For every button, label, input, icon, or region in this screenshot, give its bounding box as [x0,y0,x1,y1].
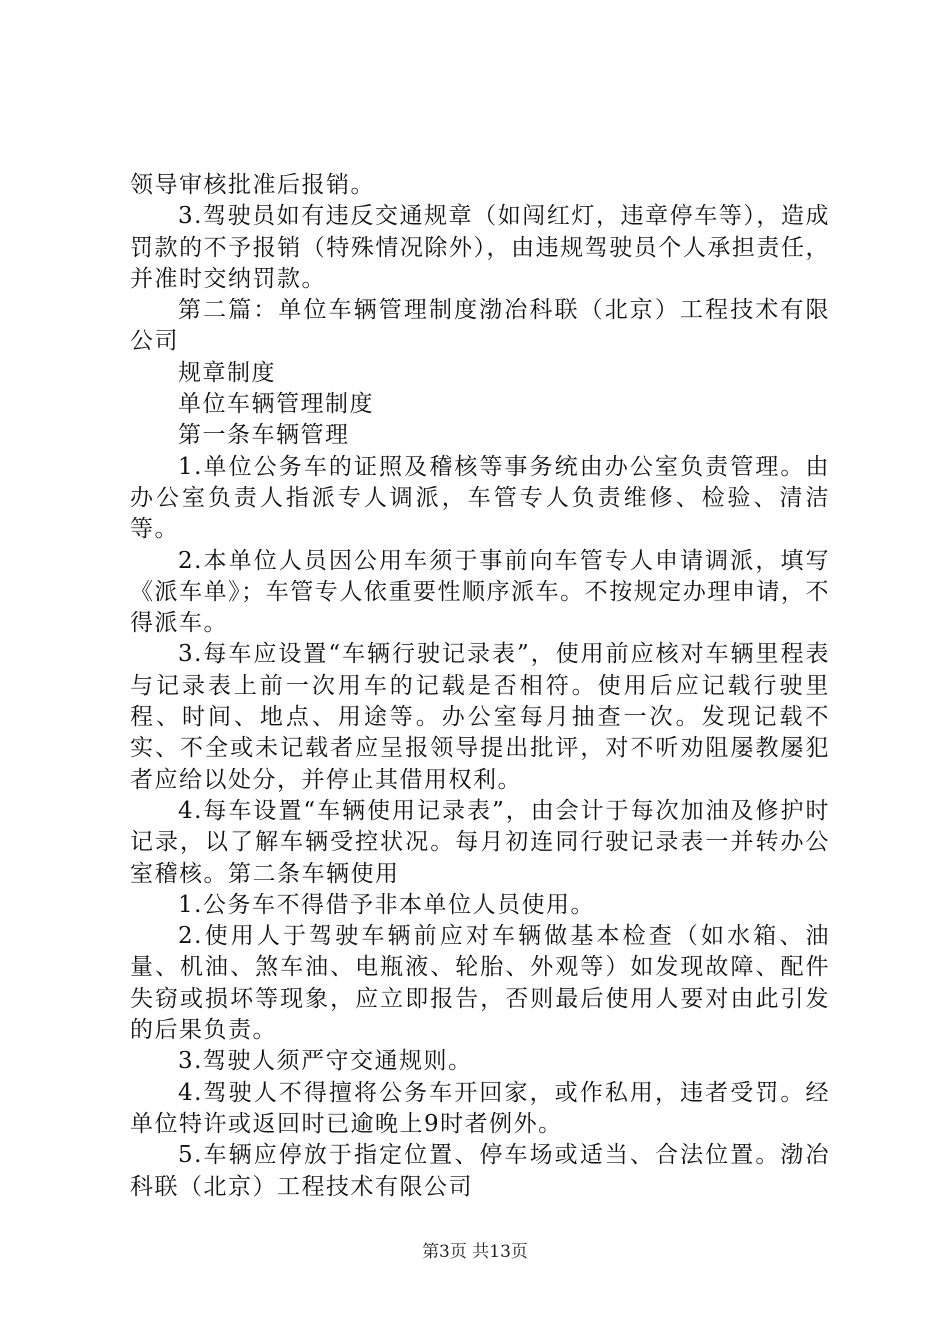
paragraph-item: 3.驾驶员如有违反交通规章（如闯红灯，违章停车等），造成罚款的不予报销（特殊情况除外），由违规驾驶员个人承担责任，并准时交纳罚款。 [130,203,830,292]
paragraph-item: 2.使用人于驾驶车辆前应对车辆做基本检查（如水箱、油量、机油、煞车油、电瓶液、轮胎、外观等）如发现故障、配件失窃或损坏等现象，应立即报告，否则最后使用人要对由此引发的后果负责。 [130,923,830,1044]
paragraph-continuation: 领导审核批准后报销。 [130,172,375,198]
paragraph-item: 1.公务车不得借予非本单位人员使用。 [178,891,595,918]
document-title: 单位车辆管理制度 [178,391,374,418]
paragraph-item: 3.驾驶人须严守交通规则。 [178,1048,473,1075]
paragraph-item: 4.驾驶人不得擅将公务车开回家，或作私用，违者受罚。经单位特许或返回时已逾晚上9时者例外。 [130,1079,830,1137]
paragraph-item: 1.单位公务车的证照及稽核等事务统由办公室负责管理。由办公室负责人指派专人调派，车管专人负责维修、检验、清洁等。 [130,453,830,543]
page-footer: 第3页 共13页 [422,1242,528,1262]
article-heading: 第一条车辆管理 [178,422,350,449]
paragraph-item: 3.每车应设置“车辆行驶记录表”，使用前应核对车辆里程表与记录表上前一次用车的记载是否相符。使用后应记载行驶里程、时间、地点、用途等。办公室每月抽查一次。发现记载不实、不全或未记载者应呈报领导提出批评，对不听劝阻屡教屡犯者应给以处分，并停止其借用权利。 [130,641,830,793]
document-body [130,170,830,1203]
paragraph-item: 4.每车设置“车辆使用记录表”，由会计于每次加油及修护时记录，以了解车辆受控状况。每月初连同行驶记录表一并转办公室稽核。第二条车辆使用 [130,797,830,887]
paragraph-item: 2.本单位人员因公用车须于事前向车管专人申请调派，填写《派车单》；车管专人依重要性顺序派车。不按规定办理申请，不得派车。 [130,547,830,637]
paragraph-label: 规章制度 [178,359,276,386]
paragraph-item: 5.车辆应停放于指定位置、停车场或适当、合法位置。渤冶科联（北京）工程技术有限公司 [130,1142,830,1200]
section-heading: 第二篇：单位车辆管理制度渤冶科联（北京）工程技术有限公司 [130,297,830,355]
